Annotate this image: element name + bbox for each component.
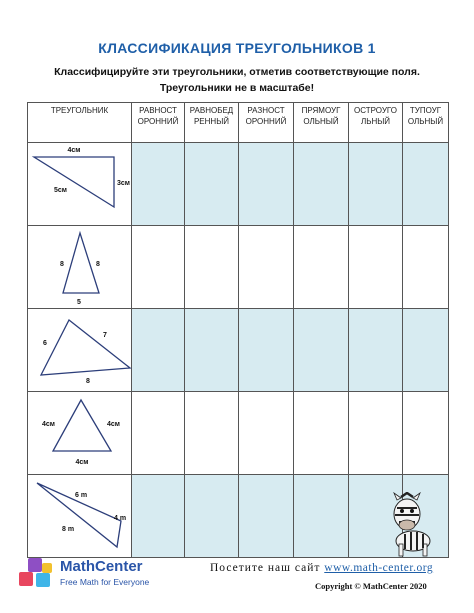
copyright: Copyright © MathCenter 2020 — [315, 581, 427, 591]
checkbox-cell-obtuse[interactable] — [403, 143, 449, 226]
visit-line — [210, 562, 433, 574]
side-label: 5см — [54, 187, 67, 194]
triangle-row — [28, 226, 449, 309]
checkbox-cell-isosceles[interactable] — [185, 143, 239, 226]
worksheet-title: КЛАССИФИКАЦИЯ ТРЕУГОЛЬНИКОВ 1 — [98, 40, 376, 56]
checkbox-cell-equilateral[interactable] — [132, 475, 185, 558]
checkbox-cell-right[interactable] — [294, 309, 349, 392]
checkbox-cell-scalene[interactable] — [239, 143, 294, 226]
side-label: 4см — [67, 147, 81, 154]
checkbox-cell-right[interactable] — [294, 392, 349, 475]
side-label: 6 m — [75, 492, 88, 499]
triangle-row — [28, 392, 449, 475]
checkbox-cell-acute[interactable] — [349, 309, 403, 392]
checkbox-cell-right[interactable] — [294, 143, 349, 226]
checkbox-cell-acute[interactable] — [349, 226, 403, 309]
visit-text: Посетите наш сайт — [210, 562, 321, 574]
checkbox-cell-isosceles[interactable] — [185, 226, 239, 309]
checkbox-cell-obtuse[interactable] — [403, 226, 449, 309]
checkbox-cell-equilateral[interactable] — [132, 143, 185, 226]
side-label: 3см — [117, 180, 130, 187]
checkbox-cell-scalene[interactable] — [239, 475, 294, 558]
mathcenter-logo-icon — [18, 557, 56, 591]
side-label: 8 m — [62, 526, 75, 533]
triangle-figure-cell — [28, 475, 132, 558]
equilateral-triangle-figure — [28, 392, 132, 474]
zebra-mascot — [383, 492, 445, 558]
classification-table — [27, 102, 449, 558]
checkbox-cell-right[interactable] — [294, 226, 349, 309]
checkbox-cell-right[interactable] — [294, 475, 349, 558]
side-label: 6 — [43, 340, 47, 347]
checkbox-cell-acute[interactable] — [349, 143, 403, 226]
checkbox-cell-acute[interactable] — [349, 392, 403, 475]
website-link[interactable]: www.math-center.org — [324, 562, 434, 574]
scale-note: Треугольники не в масштабе! — [159, 82, 315, 94]
right-triangle-figure — [28, 143, 132, 225]
checkbox-cell-equilateral[interactable] — [132, 309, 185, 392]
side-label: 7 — [103, 332, 107, 339]
checkbox-cell-isosceles[interactable] — [185, 392, 239, 475]
checkbox-cell-scalene[interactable] — [239, 392, 294, 475]
checkbox-cell-obtuse[interactable] — [403, 392, 449, 475]
side-label: 4 m — [114, 515, 127, 522]
checkbox-cell-obtuse[interactable] — [403, 309, 449, 392]
brand-name: MathCenter — [60, 558, 143, 575]
col-header-acute: ОСТРОУГО ЛЬНЫЙ — [349, 103, 403, 143]
checkbox-cell-isosceles[interactable] — [185, 475, 239, 558]
triangle-figure-cell — [28, 143, 132, 226]
checkbox-cell-equilateral[interactable] — [132, 226, 185, 309]
isosceles-triangle-figure — [28, 226, 132, 308]
triangle-figure-cell — [28, 392, 132, 475]
side-label: 4см — [107, 421, 120, 428]
side-label: 8 — [96, 261, 100, 268]
side-label: 4см — [42, 421, 55, 428]
col-header-triangle: ТРЕУГОЛЬНИК — [28, 103, 132, 143]
col-header-isosceles: РАВНОБЕД РЕННЫЙ — [185, 103, 239, 143]
checkbox-cell-scalene[interactable] — [239, 309, 294, 392]
triangle-row — [28, 309, 449, 392]
checkbox-cell-isosceles[interactable] — [185, 309, 239, 392]
triangle-figure-cell — [28, 226, 132, 309]
header-row — [28, 103, 449, 143]
brand-tagline: Free Math for Everyone — [60, 577, 150, 587]
side-label: 8 — [60, 261, 64, 268]
col-header-obtuse: ТУПОУГ ОЛЬНЫЙ — [403, 103, 449, 143]
obtuse-triangle-figure — [28, 475, 132, 557]
triangle-row — [28, 143, 449, 226]
triangle-figure-cell — [28, 309, 132, 392]
side-label: 8 — [86, 378, 90, 385]
col-header-equilateral: РАВНОСТ ОРОННИЙ — [132, 103, 185, 143]
scalene-triangle-figure — [28, 309, 132, 391]
col-header-right: ПРЯМОУГ ОЛЬНЫЙ — [294, 103, 349, 143]
col-header-scalene: РАЗНОСТ ОРОННИЙ — [239, 103, 294, 143]
side-label: 4см — [75, 459, 89, 466]
checkbox-cell-scalene[interactable] — [239, 226, 294, 309]
side-label: 5 — [77, 299, 81, 306]
instruction-text: Классифицируйте эти треугольники, отметив соответствующие поля. — [54, 66, 420, 78]
checkbox-cell-equilateral[interactable] — [132, 392, 185, 475]
